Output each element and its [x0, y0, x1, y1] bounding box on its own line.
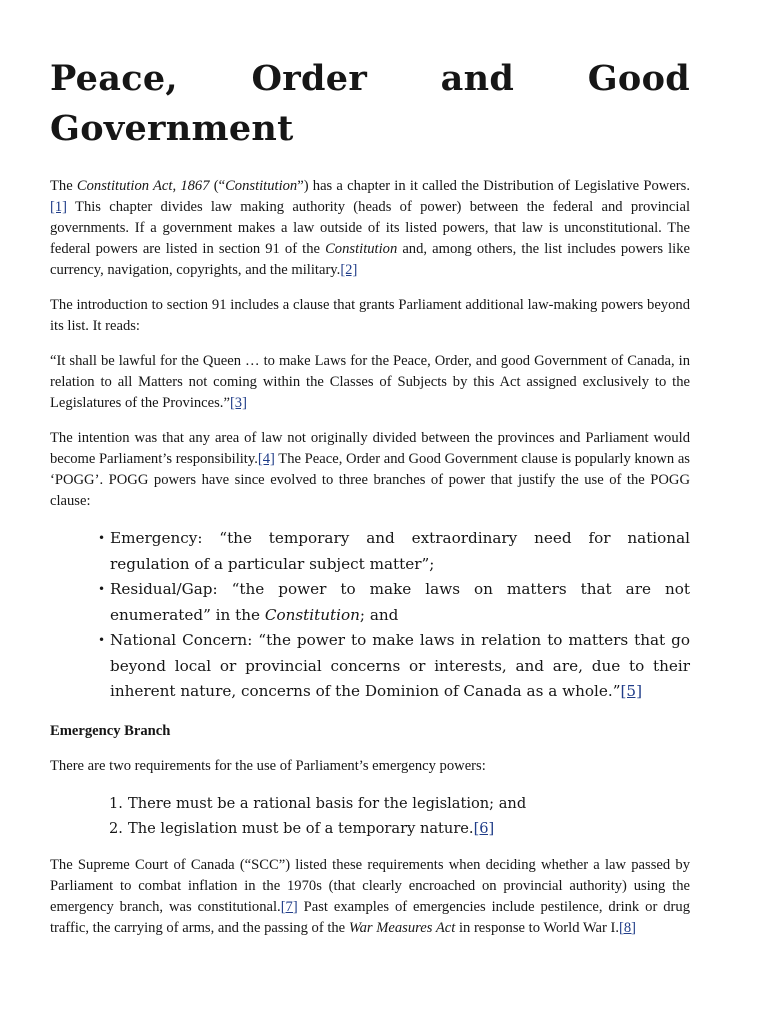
title-word-and: and [440, 58, 515, 99]
quote-section-91: “It shall be lawful for the Queen … to make Laws for the Peace, Order, and good Government of Canada, in relation to all Matters not coming within the Classes of Subjects by this Act assigned exclusively to the Legislatures of the Provinces.”[3] [50, 353, 690, 411]
paragraph-pogg-intention: The intention was that any area of law not originally divided between the provinces and Parliament would become Parliament’s responsibility.[4] The Peace, Order and Good Government clause is popularly known as ‘POGG’. POGG powers have since evolved to three branches of power that justify the use of the POGG clause: [50, 430, 690, 509]
paragraph-distribution-of-powers: The Constitution Act, 1867 (“Constitution”) has a chapter in it called the Distribution of Legislative Powers.[1] This chapter divides law making authority (heads of power) between the federal and provincial governments. If a government makes a law outside of its listed powers, that law is unconstitutional. The federal powers are listed in section 91 of the Constitution and, among others, the list includes powers like currency, navigation, copyrights, and the military.[2] [50, 178, 690, 278]
footnote-link-8[interactable]: [8] [619, 919, 637, 936]
paragraph-section-91-intro: The introduction to section 91 includes a clause that grants Parliament additional law-making powers beyond its list. It reads: [50, 297, 690, 334]
title-word-good: Good [587, 58, 690, 99]
footnote-link-4[interactable]: [4] [257, 451, 275, 467]
footnote-link-7[interactable]: [7] [280, 898, 298, 915]
paragraph-emergency-requirements: There are two requirements for the use of Parliament’s emergency powers: [50, 757, 486, 774]
footnote-link-1[interactable]: [1] [50, 199, 68, 215]
list-item-residual-gap: • Residual/Gap: “the power to make laws on matters that are not enumerated” in the Constitution; and [110, 577, 690, 628]
title-word-peace: Peace, [50, 58, 178, 99]
title-line-1 [50, 54, 690, 104]
list-item-rational-basis: 1. There must be a rational basis for the legislation; and [109, 794, 527, 812]
list-item-temporary-nature: 2. The legislation must be of a temporary nature.[6] [109, 819, 495, 837]
page-title [50, 54, 690, 154]
title-word-order: Order [251, 58, 368, 99]
pogg-branches-list [50, 526, 690, 705]
list-item-national-concern: • National Concern: “the power to make laws in relation to matters that go beyond local or provincial concerns or interests, and are, due to their inherent nature, concerns of the Dominion of Canada as a whole.”[5] [110, 628, 690, 705]
section-heading-emergency-branch: Emergency Branch [50, 722, 171, 739]
footnote-link-6[interactable]: [6] [473, 819, 495, 837]
title-line-2: Government [50, 108, 294, 149]
list-item-emergency: • Emergency: “the temporary and extraordinary need for national regulation of a particular subject matter”; [110, 526, 690, 577]
act-title: Constitution Act, 1867 [76, 178, 210, 194]
paragraph-scc-inflation: The Supreme Court of Canada (“SCC”) listed these requirements when deciding whether a law passed by Parliament to combat inflation in the 1970s (that clearly encroached on provincial authority) using the emergency branch, was constitutional.[7] Past examples of emergencies include pestilence, drink or drug traffic, the carrying of arms, and the passing of the War Measures Act in response to World War I.[8] [50, 856, 690, 936]
footnote-link-2[interactable]: [2] [340, 262, 358, 278]
footnote-link-5[interactable]: [5] [620, 682, 642, 700]
footnote-link-3[interactable]: [3] [229, 395, 247, 411]
requirements-list [50, 791, 690, 841]
